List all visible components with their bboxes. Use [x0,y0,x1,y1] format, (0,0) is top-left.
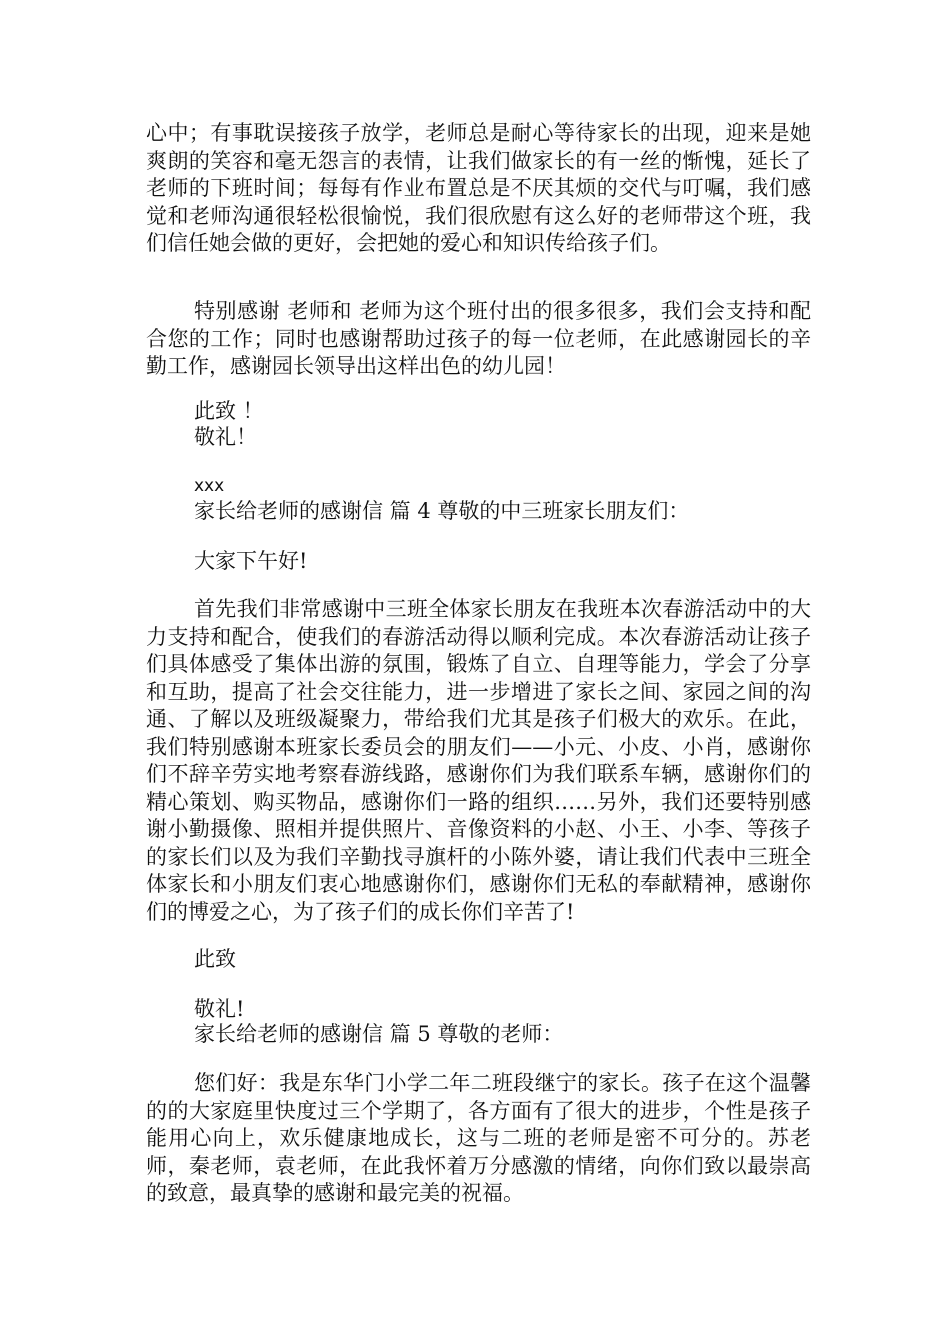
paragraph-teacher-patience: 心中；有事耽误接孩子放学，老师总是耐心等待家长的出现，迎来是她爽朗的笑容和毫无怨言的表情，让我们做家长的有一丝的惭愧，延长了老师的下班时间；每每有作业布置总是不厌其烦的交代与叮嘱，我们感觉和老师沟通很轻松很愉悦，我们很欣慰有这么好的老师带这个班，我们信任她会做的更好，会把她的爱心和知识传给孩子们。 [146,121,811,255]
paragraph-spring-outing-thanks: 首先我们非常感谢中三班全体家长朋友在我班本次春游活动中的大力支持和配合，使我们的春游活动得以顺利完成。本次春游活动让孩子们具体感受了集体出游的氛围，锻炼了自立、自理等能力，学会了分享和互助，提高了社会交往能力，进一步增进了家长之间、家园之间的沟通、了解以及班级凝聚力，带给我们尤其是孩子们极大的欢乐。在此，我们特别感谢本班家长委员会的朋友们——小元、小皮、小肖，感谢你们不辞辛劳实地考察春游线路，感谢你们为我们联系车辆，感谢你们的精心策划、购买物品，感谢你们一路的组织……另外，我们还要特别感谢小勤摄像、照相并提供照片、音像资料的小赵、小王、小李、等孩子的家长们以及为我们辛勤找寻旗杆的小陈外婆，请让我们代表中三班全体家长和小朋友们衷心地感谢你们，感谢你们无私的奉献精神，感谢你们的博爱之心，为了孩子们的成长你们辛苦了! [146,597,811,924]
regards-2: 敬礼! [194,997,245,1021]
heading-letter-5: 家长给老师的感谢信 篇 5 尊敬的老师： [194,1022,564,1046]
greeting-letter-4: 大家下午好! [194,549,308,573]
paragraph-special-thanks: 特别感谢 老师和 老师为这个班付出的很多很多，我们会支持和配合您的工作；同时也感谢帮助过孩子的每一位老师，在此感谢园长的辛勤工作，感谢园长领导出这样出色的幼儿园！ [146,299,811,378]
paragraph-parent-introduction: 您们好：我是东华门小学二年二班段继宁的家长。孩子在这个温馨的的大家庭里快度过三个学期了，各方面有了很大的进步，个性是孩子能用心向上，欢乐健康地成长，这与二班的老师是密不可分的。苏老师，秦老师，袁老师，在此我怀着万分感激的情绪，向你们致以最崇高的致意，最真挚的感谢和最完美的祝福。 [146,1071,811,1205]
regards-1: 敬礼！ [194,425,257,449]
closing-salutation-1: 此致 ！ [194,399,264,423]
closing-salutation-2: 此致 [194,947,236,971]
heading-letter-4: 家长给老师的感谢信 篇 4 尊敬的中三班家长朋友们： [194,499,690,523]
signature: xxx [194,476,225,496]
